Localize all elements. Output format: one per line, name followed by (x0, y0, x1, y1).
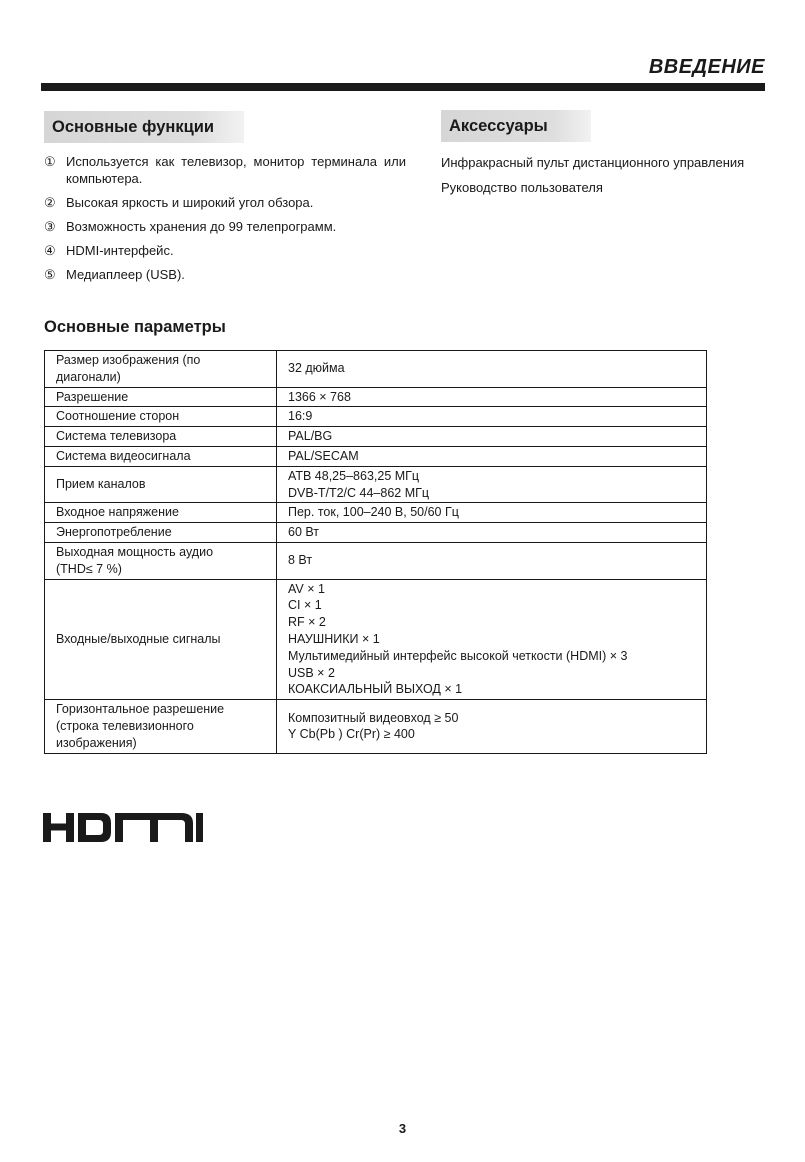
param-label-line: Система видеосигнала (56, 448, 191, 463)
table-row (45, 523, 707, 543)
table-row (45, 700, 707, 753)
param-value-line: Y Cb(Pb ) Cr(Pr) ≥ 400 (288, 727, 415, 742)
param-label-line: Энергопотребление (56, 525, 172, 540)
page-number: 3 (398, 1121, 407, 1136)
item-text: Используется как телевизор, монитор терминала или компьютера. (66, 154, 406, 186)
param-label-line: (THD≤ 7 %) (56, 561, 122, 576)
param-value-line: USB × 2 (288, 665, 335, 680)
param-label-line: Входное напряжение (56, 505, 179, 520)
param-label-line: Соотношение сторон (56, 409, 180, 424)
param-label (45, 579, 277, 700)
param-label (45, 351, 277, 388)
page-section-title: ВВЕДЕНИЕ (648, 56, 765, 78)
param-value-line: 32 дюйма (288, 361, 345, 376)
param-value-line: CI × 1 (288, 598, 322, 613)
table-row (45, 427, 707, 447)
param-label (45, 503, 277, 523)
param-label (45, 446, 277, 466)
item-number: ⑤ (44, 267, 56, 282)
list-item: Инфракрасный пульт дистанционного управления (441, 155, 745, 170)
list-item (44, 266, 406, 283)
table-row (45, 407, 707, 427)
param-value-line: RF × 2 (288, 615, 326, 630)
param-value (277, 407, 707, 427)
list-item (44, 153, 406, 187)
table-row (45, 466, 707, 503)
param-value-line: 60 Вт (288, 525, 320, 540)
item-text: Медиаплеер (USB). (66, 267, 185, 282)
param-label-line: Горизонтальное разрешение (56, 702, 225, 717)
param-label-line: Выходная мощность аудио (56, 544, 214, 559)
param-label (45, 700, 277, 753)
param-value (277, 466, 707, 503)
item-text: Высокая яркость и широкий угол обзора. (66, 195, 314, 210)
accessories-heading: Аксессуары (441, 110, 591, 142)
param-value-line: PAL/SECAM (288, 448, 359, 463)
param-value (277, 700, 707, 753)
list-item (44, 194, 406, 211)
list-item (44, 218, 406, 235)
param-value (277, 542, 707, 579)
param-label-line: Разрешение (56, 389, 129, 404)
param-label (45, 523, 277, 543)
hdmi-logo (43, 813, 203, 842)
params-heading: Основные параметры (44, 318, 226, 336)
param-label-line: диагонали) (56, 369, 121, 384)
param-value (277, 387, 707, 407)
item-number: ① (44, 154, 56, 169)
param-label (45, 466, 277, 503)
param-value (277, 427, 707, 447)
item-text: HDMI-интерфейс. (66, 243, 174, 258)
param-label-line: Входные/выходные сигналы (56, 631, 221, 646)
param-label-line: Размер изображения (по (56, 353, 201, 367)
table-row (45, 446, 707, 466)
param-label-line: Система телевизора (56, 429, 177, 444)
param-label-line: Прием каналов (56, 477, 146, 492)
param-value (277, 351, 707, 388)
item-text: Возможность хранения до 99 телепрограмм. (66, 219, 337, 234)
param-label (45, 387, 277, 407)
params-table (44, 350, 707, 754)
param-value-line: НАУШНИКИ × 1 (288, 631, 380, 646)
item-number: ③ (44, 219, 56, 234)
param-value-line: Композитный видеовход ≥ 50 (288, 710, 459, 725)
param-value-line: 16:9 (288, 409, 313, 424)
features-list (44, 153, 406, 290)
param-value (277, 503, 707, 523)
param-label-line: (строка телевизионного (56, 718, 194, 733)
param-label (45, 542, 277, 579)
param-value-line: Мультимедийный интерфейс высокой четкости (HDMI) × 3 (288, 648, 628, 663)
param-label (45, 427, 277, 447)
list-item (44, 242, 406, 259)
param-label-line: изображения) (56, 735, 137, 750)
param-value-line: КОАКСИАЛЬНЫЙ ВЫХОД × 1 (288, 682, 463, 697)
param-value-line: АТВ 48,25–863,25 МГц (288, 468, 420, 483)
table-row (45, 387, 707, 407)
param-value (277, 446, 707, 466)
param-value (277, 523, 707, 543)
param-value-line: AV × 1 (288, 581, 325, 596)
table-row (45, 542, 707, 579)
param-label (45, 407, 277, 427)
features-heading: Основные функции (44, 111, 244, 143)
param-value-line: 1366 × 768 (288, 389, 351, 404)
param-value-line: DVB-T/T2/C 44–862 МГц (288, 485, 430, 500)
table-row (45, 579, 707, 700)
param-value-line: 8 Вт (288, 553, 313, 568)
header-rule (41, 83, 765, 91)
param-value (277, 579, 707, 700)
param-value-line: Пер. ток, 100–240 В, 50/60 Гц (288, 505, 459, 520)
table-row (45, 503, 707, 523)
item-number: ④ (44, 243, 56, 258)
table-row (45, 351, 707, 388)
param-value-line: PAL/BG (288, 429, 333, 444)
list-item: Руководство пользователя (441, 180, 603, 195)
item-number: ② (44, 195, 56, 210)
accessories-list (441, 154, 744, 204)
